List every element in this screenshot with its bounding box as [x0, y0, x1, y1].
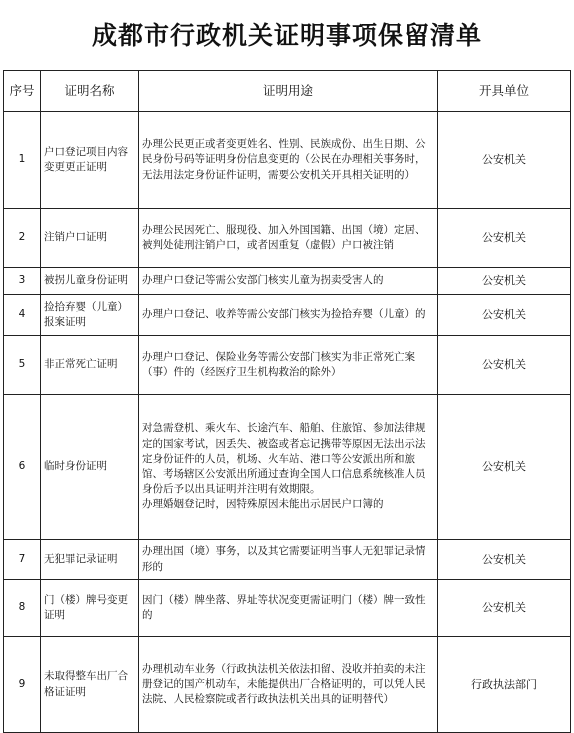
header-use: 证明用途: [139, 71, 438, 112]
table-header-row: [4, 71, 571, 112]
row-use-text: 因门（楼）牌坐落、界址等状况变更需证明门（楼）牌一致性的: [142, 593, 426, 621]
row-use-text: 办理机动车业务（行政执法机关依法扣留、没收并拍卖的未注册登记的国产机动车，未能提供出厂合格证明的，可以凭人民法院、人民检察院或者行政执法机关出具的证明替代）: [142, 662, 426, 706]
row-issuer: 行政执法部门: [438, 637, 571, 733]
row-use-text: 对急需登机、乘火车、长途汽车、船舶、住旅馆、参加法律规定的国家考试，因丢失、被盗或者忘记携带等原因无法出示法定身份证件的人员，机场、火车站、港口等公安派出所和旅馆、考场辖区公安派出所通过查询全国人口信息系统核准人员身份后予以出具证明并注明有效期限。: [142, 422, 426, 496]
row-name: 被拐儿童身份证明: [41, 268, 139, 295]
row-issuer: 公安机关: [438, 112, 571, 209]
row-name: 门（楼）牌号变更证明: [41, 580, 139, 637]
header-issuer: 开具单位: [438, 71, 571, 112]
row-use-text: 办理出国（境）事务，以及其它需要证明当事人无犯罪记录情形的: [142, 545, 426, 573]
row-use-text: 办理户口登记、保险业务等需公安部门核实为非正常死亡案（事）件的（经医疗卫生机构救治的除外）: [142, 350, 415, 378]
row-use-text: 办理户口登记、收养等需公安部门核实为捡拾弃婴（儿童）的: [142, 308, 426, 321]
table-row: [4, 540, 571, 580]
row-issuer: 公安机关: [438, 580, 571, 637]
row-no: 3: [4, 268, 41, 295]
table-row: [4, 580, 571, 637]
row-name: 捡拾弃婴（儿童）报案证明: [41, 295, 139, 336]
row-use: [139, 268, 438, 295]
row-issuer: 公安机关: [438, 268, 571, 295]
row-name: 未取得整车出厂合格证证明: [41, 637, 139, 733]
row-use: [139, 580, 438, 637]
table-row: [4, 295, 571, 336]
table-row: [4, 395, 571, 540]
row-no: 9: [4, 637, 41, 733]
row-no: 4: [4, 295, 41, 336]
row-use-text: 办理户口登记等需公安部门核实儿童为拐卖受害人的: [142, 274, 384, 287]
row-name: 临时身份证明: [41, 395, 139, 540]
row-no: 7: [4, 540, 41, 580]
row-use: [139, 295, 438, 336]
row-use: [139, 112, 438, 209]
row-no: 2: [4, 209, 41, 268]
row-name: 户口登记项目内容变更更正证明: [41, 112, 139, 209]
row-use: [139, 637, 438, 733]
row-issuer: 公安机关: [438, 295, 571, 336]
row-no: 8: [4, 580, 41, 637]
row-name: 注销户口证明: [41, 209, 139, 268]
page-title: 成都市行政机关证明事项保留清单: [91, 21, 482, 50]
row-issuer: 公安机关: [438, 540, 571, 580]
table-row: [4, 637, 571, 733]
table-row: [4, 268, 571, 295]
table-row: [4, 209, 571, 268]
header-name: 证明名称: [41, 71, 139, 112]
table-row: [4, 112, 571, 209]
row-use: [139, 209, 438, 268]
table-row: [4, 336, 571, 395]
row-use: [139, 395, 438, 540]
row-name: 非正常死亡证明: [41, 336, 139, 395]
certificate-table: [3, 70, 571, 733]
row-name: 无犯罪记录证明: [41, 540, 139, 580]
row-use-text: 办理公民因死亡、服现役、加入外国国籍、出国（境）定居、被判处徒刑注销户口，或者因重复（虚假）户口被注销: [142, 223, 426, 251]
row-issuer: 公安机关: [438, 395, 571, 540]
header-no: 序号: [4, 71, 41, 112]
row-use: [139, 336, 438, 395]
row-issuer: 公安机关: [438, 209, 571, 268]
row-use-text: 办理公民更正或者变更姓名、性别、民族成份、出生日期、公民身份号码等证明身份信息变更的（公民在办理相关事务时，无法用法定身份证件证明，需要公安机关开具相关证明的）: [142, 138, 426, 181]
row-no: 5: [4, 336, 41, 395]
row-no: 1: [4, 112, 41, 209]
row-no: 6: [4, 395, 41, 540]
row-issuer: 公安机关: [438, 336, 571, 395]
row-use-text: 办理婚姻登记时，因特殊原因未能出示居民户口簿的: [142, 498, 384, 511]
row-use: [139, 540, 438, 580]
